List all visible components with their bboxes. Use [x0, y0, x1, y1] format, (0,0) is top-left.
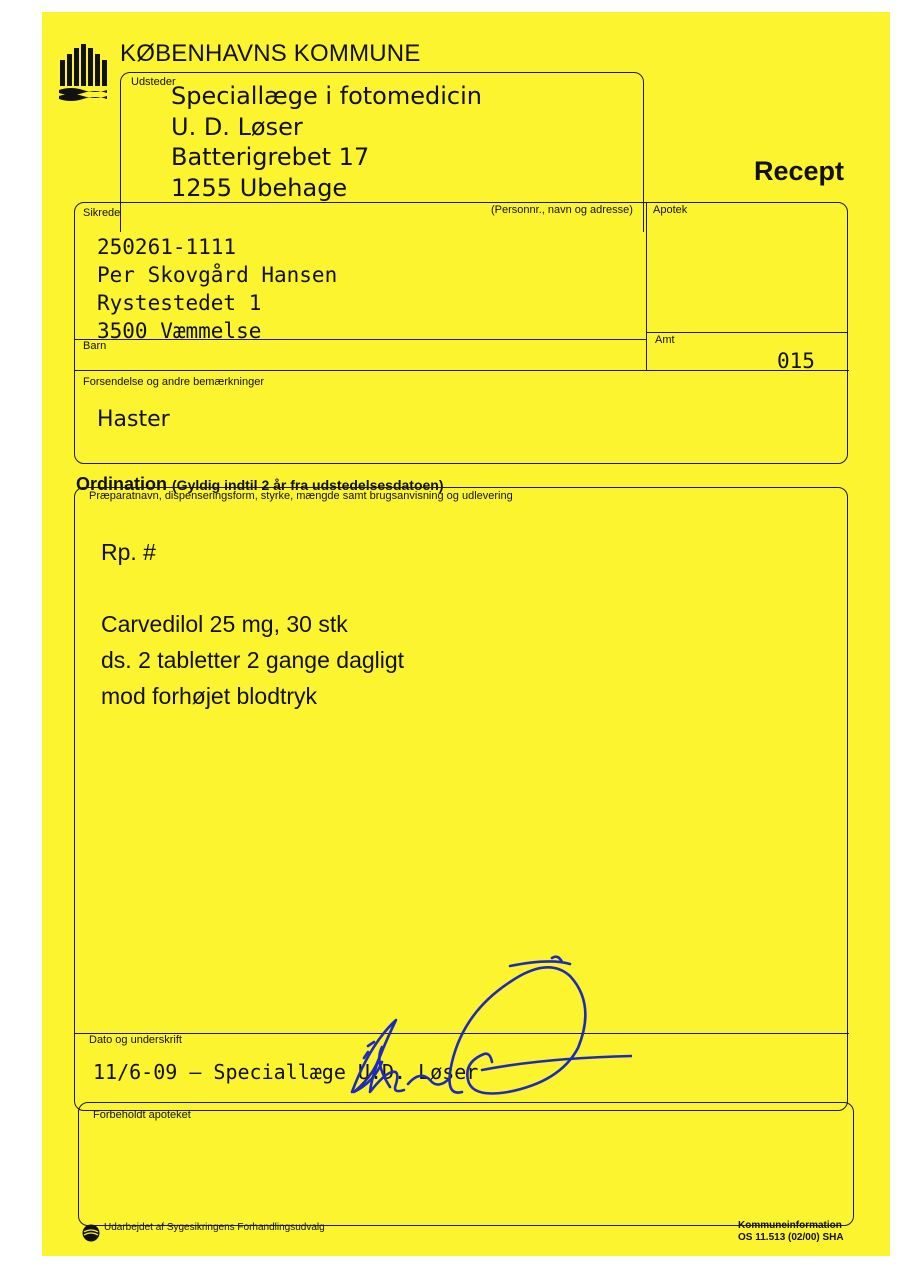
footer-info	[738, 1220, 844, 1244]
issuer-line: Batterigrebet 17	[171, 143, 370, 171]
insured-line: 3500 Væmmelse	[97, 319, 262, 343]
ordination-line: Carvedilol 25 mg, 30 stk	[101, 611, 348, 637]
insured-line: Per Skovgård Hansen	[97, 263, 338, 287]
ordination-line: Rp. #	[101, 539, 156, 565]
signature-label: Dato og underskrift	[89, 1034, 182, 1046]
pharmacy-label: Apotek	[653, 204, 688, 216]
ordination-text	[101, 534, 404, 714]
ordination-validity: (Gyldig indtil 2 år fra udstedelsesdatoen)	[172, 477, 444, 493]
patient-box	[74, 202, 848, 464]
issuer-label: Udsteder	[131, 76, 176, 88]
footer-info-title: Kommuneinformation	[738, 1220, 842, 1231]
reserved-label: Forbeholdt apoteket	[93, 1109, 191, 1121]
issuer-address	[171, 81, 482, 203]
remarks-label: Forsendelse og andre bemærkninger	[83, 376, 264, 388]
prescription-form	[42, 12, 890, 1256]
ordination-label: Præparatnavn, dispenseringsform, styrke, mængde samt brugsanvisning og udlevering	[89, 490, 513, 502]
child-divider	[75, 339, 647, 340]
remarks-divider	[75, 370, 849, 371]
footer-logo-icon	[82, 1224, 100, 1242]
footer-info-code: OS 11.513 (02/00) SHA	[738, 1232, 844, 1243]
signature-text: 11/6-09 – Speciallæge U.D. Løser	[93, 1060, 479, 1084]
insured-line: 250261-1111	[97, 235, 237, 259]
ordination-line: mod forhøjet blodtryk	[101, 683, 318, 709]
county-value: 015	[777, 349, 815, 373]
ordination-line: ds. 2 tabletter 2 gange dagligt	[101, 647, 405, 673]
remarks-value: Haster	[97, 407, 170, 432]
county-label: Amt	[655, 334, 675, 346]
footer-note: Udarbejdet af Sygesikringens Forhandlingsudvalg	[104, 1222, 325, 1233]
ordination-line	[101, 570, 404, 606]
issuer-line: U. D. Løser	[171, 112, 303, 141]
handwritten-signature	[312, 952, 632, 1122]
issuer-line: 1255 Ubehage	[171, 173, 348, 202]
pharmacy-reserved-box	[78, 1102, 854, 1226]
ordination-title: Ordination	[76, 474, 167, 494]
insured-hint: (Personnr., navn og adresse)	[491, 204, 633, 216]
child-label: Barn	[83, 340, 107, 352]
issuer-line: Speciallæge i fotomedicin	[171, 82, 482, 110]
city-crest-icon	[58, 44, 108, 104]
form-title: Recept	[754, 156, 845, 186]
amt-divider	[646, 332, 848, 333]
column-divider	[646, 203, 647, 371]
municipality-name: KØBENHAVNS KOMMUNE	[120, 40, 421, 67]
insured-details	[97, 233, 337, 345]
insured-label: Sikrede	[83, 207, 121, 219]
insured-line: Rystestedet 1	[97, 291, 262, 315]
